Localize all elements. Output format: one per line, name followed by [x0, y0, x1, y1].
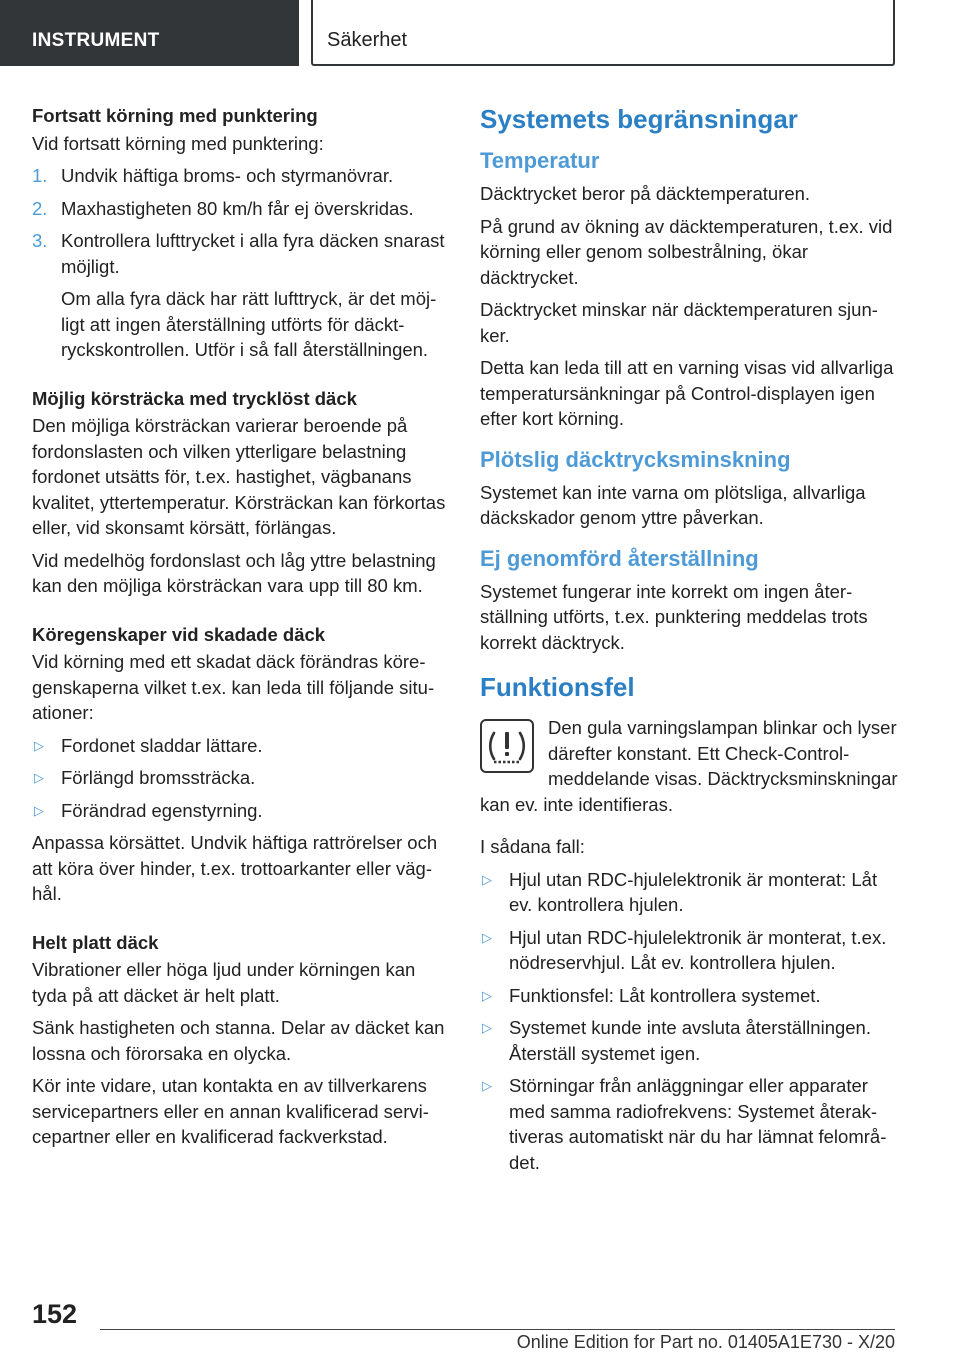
- section-tab: INSTRUMENT: [0, 0, 299, 66]
- paragraph: I sådana fall:: [480, 836, 585, 857]
- triangle-bullet-icon: ▷: [34, 737, 44, 753]
- list-text: Maxhastigheten 80 km/h får ej överskridas.: [61, 197, 414, 219]
- paragraph: Sänk hastigheten och stanna. Delar av däcket kan lossna och förorsaka en olycka.: [32, 1017, 445, 1064]
- section-title-handling: Köregenskaper vid skadade däck: [32, 623, 326, 645]
- right-column: [480, 103, 900, 1182]
- list-text: Hjul utan RDC-hjulelektronik är monterat: Låt ev. kontrollera hjulen.: [509, 868, 878, 915]
- list-text: Förändrad egenstyrning.: [61, 799, 263, 821]
- triangle-bullet-icon: ▷: [34, 770, 44, 785]
- paragraph: Vid fortsatt körning med punktering:: [32, 132, 324, 154]
- section-title-punctured-driving: Fortsatt körning med punktering: [32, 105, 318, 126]
- edition-note: Online Edition for Part no. 01405A1E730 - X/20: [516, 1332, 895, 1352]
- triangle-bullet-icon: ▷: [482, 1078, 492, 1093]
- paragraph: Detta kan leda till att en varning visas vid allvarliga temperatursänkningar på Control-displayen igen efter kort körning.: [480, 357, 894, 429]
- list-item: [32, 163, 452, 189]
- tire-pressure-warning-icon: [480, 719, 534, 773]
- list-item: [32, 798, 452, 824]
- triangle-bullet-icon: ▷: [34, 802, 44, 818]
- paragraph: Den möjliga körsträckan varierar beroende på fordonslasten och vilken ytterligare belastning fordonet utsätts för, t.ex. hastighet, vägbanans kvalitet, yttertemperatur. Körsträckan kan förkortas eller, vid skonsamt körsätt, förlängas.: [32, 415, 446, 538]
- list-text: Fordonet sladdar lättare.: [61, 734, 263, 756]
- heading-system-limits: Systemets begränsningar: [480, 104, 798, 134]
- page-header: [0, 0, 960, 66]
- paragraph: Anpassa körsättet. Undvik häftiga rattrörelser och att köra över hinder, t.ex. trottoarkanter eller väghål.: [32, 832, 438, 904]
- list-item: [32, 765, 452, 791]
- triangle-bullet-icon: ▷: [482, 1020, 492, 1035]
- list-item: [32, 733, 452, 759]
- list-item: [480, 925, 900, 976]
- page-number: 152: [32, 1299, 78, 1329]
- chapter-tab: Säkerhet: [311, 0, 895, 66]
- paragraph: Däcktrycket beror på däcktemperaturen.: [480, 183, 811, 204]
- bullet-list: [32, 733, 452, 824]
- list-continuation: Om alla fyra däck har rätt lufttryck, är det möjligt att ingen återställning utförts för däcktryckskontrollen. Utför i så fall återställningen.: [61, 288, 437, 360]
- triangle-bullet-icon: ▷: [482, 987, 492, 1003]
- paragraph: Systemet fungerar inte korrekt om ingen återställning utförts, t.ex. punktering meddelas trots korrekt däcktryck.: [480, 580, 868, 653]
- list-number: 1.: [32, 165, 48, 186]
- numbered-list: [32, 163, 452, 279]
- malfunction-block: [480, 715, 900, 824]
- list-text: Kontrollera lufttrycket i alla fyra däcken snarast möjligt.: [61, 230, 445, 277]
- paragraph: Kör inte vidare, utan kontakta en av tillverkarens servicepartners eller en annan kvalificerad servicepartner eller en kvalificerad fackverkstad.: [32, 1075, 429, 1147]
- list-item: [32, 196, 452, 222]
- list-number: 3.: [32, 230, 48, 251]
- section-title-range: Möjlig körsträcka med trycklöst däck: [32, 387, 357, 409]
- heading-malfunction: Funktionsfel: [480, 672, 635, 702]
- list-item: [480, 1015, 900, 1066]
- heading-reset-not-done: Ej genomförd återställning: [480, 545, 759, 571]
- bullet-list: [480, 867, 900, 1176]
- list-text: Hjul utan RDC-hjulelektronik är monterat, t.ex. nödreservhjul. Låt ev. kontrollera hjulen.: [509, 926, 887, 973]
- heading-temperature: Temperatur: [480, 148, 600, 173]
- section-title-flat-tire: Helt platt däck: [32, 931, 159, 953]
- list-item: [480, 1073, 900, 1175]
- list-item: [480, 867, 900, 918]
- paragraph: Vid medelhög fordonslast och låg yttre belastning kan den möjliga körsträckan vara upp till 80 km.: [32, 549, 436, 596]
- list-text: Undvik häftiga broms- och styrmanövrar.: [61, 165, 394, 186]
- paragraph: Den gula varningslampan blinkar och lyser därefter konstant. Ett Check-Control-meddelande visas. Däcktrycksminskningar kan ev. inte identifieras.: [480, 717, 898, 815]
- left-column: [32, 103, 452, 1157]
- paragraph: Vid körning med ett skadat däck förändras köregenskaperna vilket t.ex. kan leda till följande situationer:: [32, 651, 435, 723]
- heading-sudden-pressure-loss: Plötslig däcktrycksminskning: [480, 446, 791, 472]
- triangle-bullet-icon: ▷: [482, 871, 492, 887]
- triangle-bullet-icon: ▷: [482, 929, 492, 945]
- list-item: [32, 228, 452, 279]
- list-text: Funktionsfel: Låt kontrollera systemet.: [509, 984, 821, 1006]
- footer-divider: [100, 1329, 895, 1330]
- list-text: Störningar från anläggningar eller apparater med samma radiofrekvens: Systemet återaktiveras automatiskt när du har lämnat felområdet.: [509, 1075, 887, 1173]
- list-number: 2.: [32, 197, 48, 219]
- list-text: Systemet kunde inte avsluta återställningen. Återställ systemet igen.: [509, 1017, 871, 1064]
- paragraph: Systemet kan inte varna om plötsliga, allvarliga däckskador genom yttre påverkan.: [480, 481, 866, 528]
- paragraph: Vibrationer eller höga ljud under körningen kan tyda på att däcket är helt platt.: [32, 959, 416, 1006]
- paragraph: På grund av ökning av däcktemperaturen, t.ex. vid körning eller genom solbestrålning, ökar däcktrycket.: [480, 215, 893, 288]
- paragraph: Däcktrycket minskar när däcktemperaturen sjunker.: [480, 299, 878, 346]
- list-item: [480, 983, 900, 1009]
- list-text: Förlängd bromssträcka.: [61, 767, 256, 788]
